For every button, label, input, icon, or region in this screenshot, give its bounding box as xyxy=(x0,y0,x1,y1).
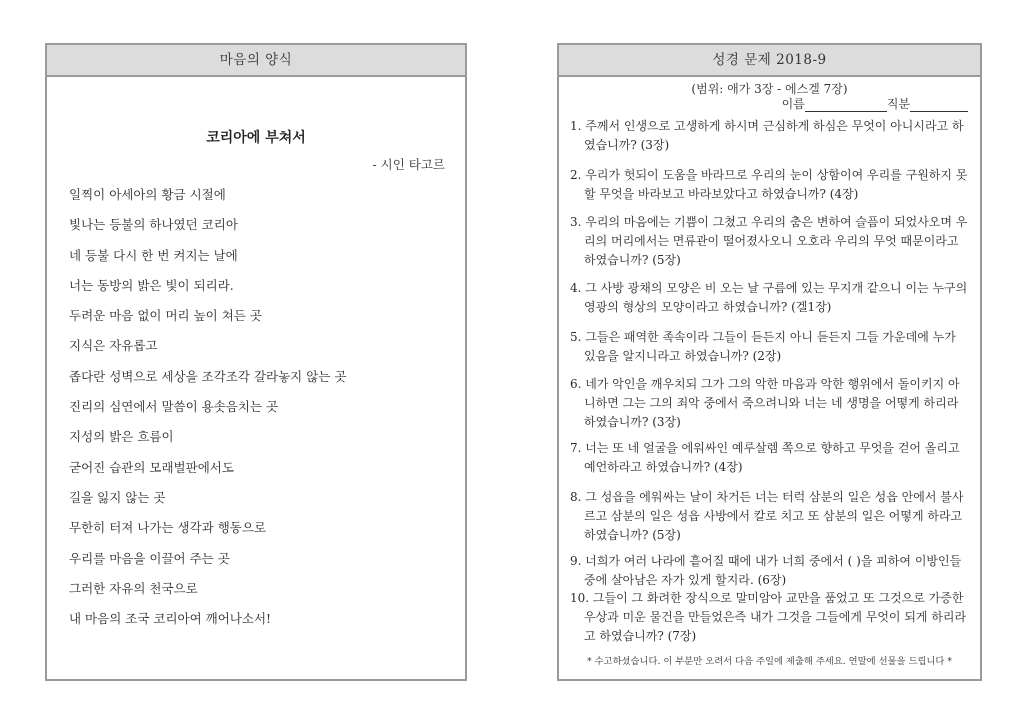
name-row xyxy=(782,95,968,112)
poem-line: 좁다란 성벽으로 세상을 조각조각 갈라놓지 않는 곳 xyxy=(69,368,347,384)
poem-line: 내 마음의 조국 코리아여 깨어나소서! xyxy=(69,611,272,627)
quiz-scope: (범위: 애가 3장 - 에스겔 7장) xyxy=(691,82,848,96)
poem-line: 우리를 마음을 이끌어 주는 곳 xyxy=(69,550,230,566)
quiz-panel xyxy=(557,43,982,681)
poem-title: 코리아에 부쳐서 xyxy=(206,130,306,146)
poem-line: 두려운 마음 없이 머리 높이 쳐든 곳 xyxy=(69,308,262,324)
question-6: 6. 네가 악인을 깨우치되 그가 그의 악한 마음과 악한 행위에서 돌이키지 아니하면 그는 그의 죄악 중에서 죽으려니와 너는 네 생명을 어떻게 하리라 하였습니까? (3장) xyxy=(570,377,960,429)
poem-line: 지식은 자유롭고 xyxy=(69,338,158,354)
position-blank[interactable] xyxy=(910,98,968,112)
quiz-panel-header: 성경 문제 2018-9 xyxy=(559,45,980,77)
poem-line: 빛나는 등불의 하나였던 코리아 xyxy=(69,217,238,233)
poem-line: 그러한 자유의 천국으로 xyxy=(69,580,198,596)
poem-line: 지성의 밝은 흐름이 xyxy=(69,429,174,445)
poem-panel-header: 마음의 양식 xyxy=(47,45,465,77)
poem-line: 길을 잃지 않는 곳 xyxy=(69,489,166,505)
question-9: 9. 너희가 여러 나라에 흩어질 때에 내가 너희 중에서 ( )을 피하여 이방인들 중에 살아남은 자가 있게 할지라. (6장) xyxy=(570,554,962,587)
poem-panel xyxy=(45,43,467,681)
poem-line: 일찍이 아세아의 황금 시절에 xyxy=(69,187,226,202)
position-label: 직분 xyxy=(886,97,910,111)
question-1: 1. 주께서 인생으로 고생하게 하시며 근심하게 하심은 무엇이 아니시라고 하였습니까? (3장) xyxy=(570,119,964,152)
name-label: 이름 xyxy=(781,97,805,111)
poem-line: 진리의 심연에서 말씀이 용솟음치는 곳 xyxy=(69,399,279,415)
poem-line: 굳어진 습관의 모래벌판에서도 xyxy=(69,459,234,475)
question-7: 7. 너는 또 네 얼굴을 에워싸인 예루살렘 쪽으로 향하고 무엇을 걷어 올리고 예언하라고 하였습니까? (4장) xyxy=(570,441,960,474)
question-5: 5. 그들은 패역한 족속이라 그들이 듣든지 아니 듣든지 그들 가운데에 누가 있음을 알지니라고 하였습니까? (2장) xyxy=(570,330,956,363)
footnote: * 수고하셨습니다. 이 부분만 오려서 다음 주일에 제출해 주세요. 연말에 선물을 드립니다 * xyxy=(587,656,952,667)
poem-author: - 시인 타고르 xyxy=(372,157,445,172)
poem-body xyxy=(69,180,455,634)
question-2: 2. 우리가 헛되이 도움을 바라므로 우리의 눈이 상함이여 우리를 구원하지 못할 무엇을 바라보고 바라보았다고 하였습니까? (4장) xyxy=(570,168,968,201)
poem-line: 무한히 터져 나가는 생각과 행동으로 xyxy=(69,520,267,536)
question-10: 10. 그들이 그 화려한 장식으로 말미암아 교만을 품었고 또 그것으로 가증한 우상과 미운 물건을 만들었은즉 내가 그것을 그들에게 무엇이 되게 하리라고 하였습니까? (7장) xyxy=(570,591,967,643)
poem-line: 네 등불 다시 한 번 켜지는 날에 xyxy=(69,247,238,263)
name-blank[interactable] xyxy=(805,98,887,112)
question-8: 8. 그 성읍을 에워싸는 날이 차거든 너는 터럭 삼분의 일은 성읍 안에서 불사르고 삼분의 일은 성읍 사방에서 칼로 치고 또 삼분의 일은 어떻게 하라고 하였습니까? (5장) xyxy=(570,490,964,542)
question-4: 4. 그 사방 광채의 모양은 비 오는 날 구름에 있는 무지개 같으니 이는 누구의 영광의 형상의 모양이라고 하였습니까? (겔1장) xyxy=(570,281,968,314)
question-3: 3. 우리의 마음에는 기쁨이 그쳤고 우리의 춤은 변하여 슬픔이 되었사오며 우리의 머리에서는 면류관이 떨어졌사오니 오호라 우리의 무엇 때문이라고 하였습니까? (5장) xyxy=(570,215,968,267)
poem-line: 너는 동방의 밝은 빛이 되리라. xyxy=(69,277,234,293)
